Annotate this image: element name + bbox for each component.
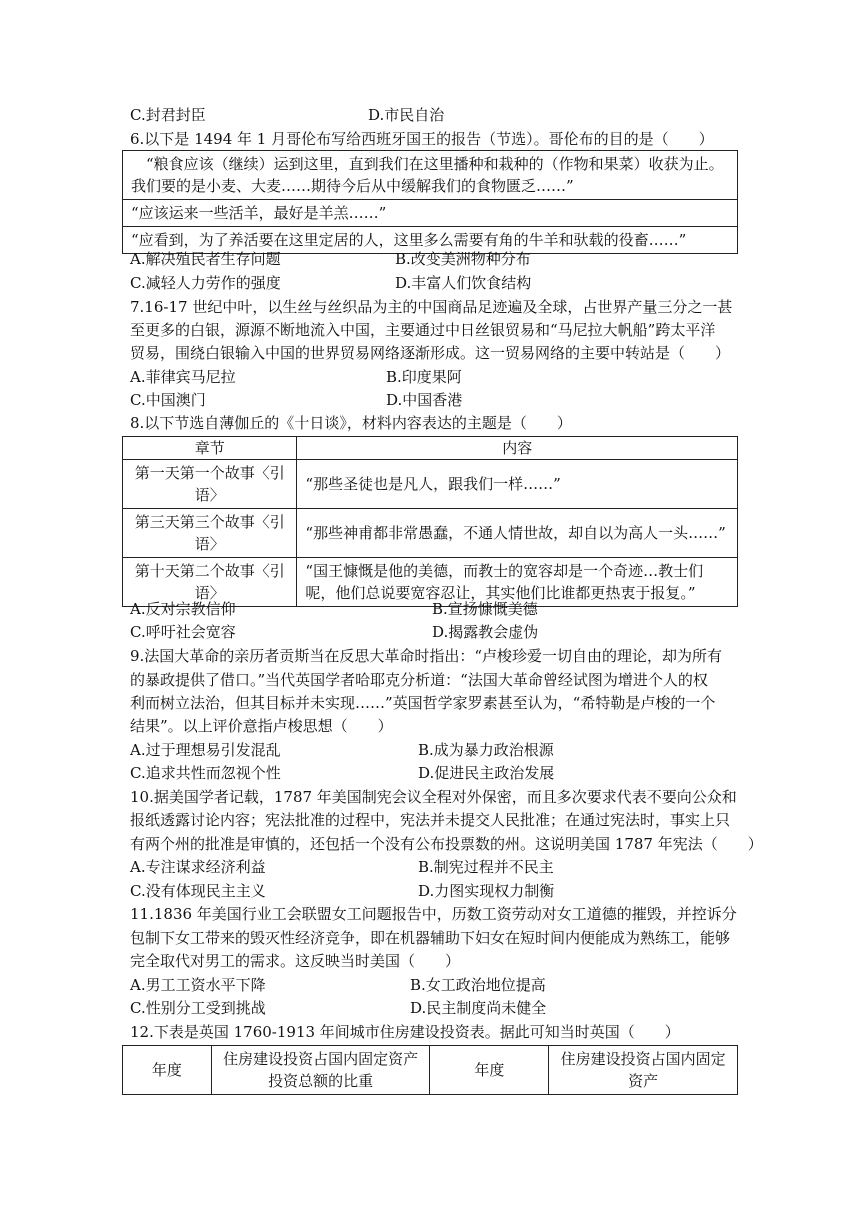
q12-col-year-1: 年度 [123, 1046, 212, 1095]
q7-stem-line-2: 至更多的白银，源源不断地流入中国，主要通过中日丝银贸易和“马尼拉大帆船”跨太平洋 [130, 321, 716, 339]
q6-options-row-1 [130, 248, 740, 270]
q8-option-d[interactable]: D.揭露教会虚伪 [432, 623, 539, 641]
q10-options-row-2 [130, 880, 740, 902]
q5-options-row-2 [130, 104, 740, 126]
q6-option-c[interactable]: C.减轻人力劳作的强度 [130, 274, 281, 292]
q8-row-2-content: “那些神甫都非常愚蠢，不通人情世故，却自以为高人一头……” [297, 509, 738, 558]
q10-stem-line-1: 10.据美国学者记载，1787 年美国制宪会议全程对外保密，而且多次要求代表不要向公众和 [130, 788, 737, 806]
q9-option-b[interactable]: B.成为暴力政治根源 [418, 741, 554, 759]
q8-table-header [123, 437, 738, 460]
q6-quote-1 [123, 151, 738, 200]
q11-options-row-2 [130, 997, 740, 1019]
q9-option-a[interactable]: A.过于理想易引发混乱 [130, 741, 281, 759]
q8-option-a[interactable]: A.反对宗教信仰 [130, 600, 236, 618]
q10-option-b[interactable]: B.制宪过程并不民主 [418, 858, 554, 876]
q11-stem-line-1: 11.1836 年美国行业工会联盟女工问题报告中，历数工资劳动对女工道德的摧毁，并控诉分 [130, 905, 737, 923]
q7-stem-line-1: 7.16-17 世纪中叶，以生丝与丝织品为主的中国商品足迹遍及全球，占世界产量三分之一甚 [130, 298, 733, 316]
q9-option-d[interactable]: D.促进民主政治发展 [418, 764, 555, 782]
q6-quote-table [122, 150, 738, 254]
q10-option-c[interactable]: C.没有体现民主主义 [130, 882, 266, 900]
q6-quote-1-line-2: 我们要的是小麦、大麦……期待今后从中缓解我们的食物匮乏……” [131, 177, 574, 195]
q8-col-content: 内容 [297, 437, 738, 460]
q6-quote-3: “应看到，为了养活要在这里定居的人，这里多么需要有角的牛羊和驮载的役畜……” [123, 227, 738, 254]
q9-stem-line-2: 的暴政提供了借口。”当代英国学者哈耶克分析道：“法国大革命曾经试图为增进个人的权 [130, 671, 708, 689]
q11-option-c[interactable]: C.性别分工受到挑战 [130, 999, 266, 1017]
q10-option-d[interactable]: D.力图实现权力制衡 [418, 882, 555, 900]
q10-option-a[interactable]: A.专注谋求经济利益 [130, 858, 266, 876]
q8-table [122, 436, 738, 607]
q6-option-b[interactable]: B.改变美洲物种分布 [395, 250, 531, 268]
q9-stem-line-3: 利而树立法治，但其目标并未实现……”英国哲学家罗素甚至认为，“希特勒是卢梭的一个 [130, 694, 716, 712]
q11-option-d[interactable]: D.民主制度尚未健全 [410, 999, 547, 1017]
q12-table [122, 1045, 738, 1095]
q6-option-d[interactable]: D.丰富人们饮食结构 [395, 274, 532, 292]
q10-stem-line-3: 有两个州的批准是审慎的，还包括一个没有公布投票数的州。这说明美国 1787 年宪法（ ） [130, 835, 763, 853]
q8-row-3-content: “国王慷慨是他的美德，而教士的宽容却是一个奇迹…教士们呢，他们总说要宽容忍让，其实他们比谁都更热衷于报复。” [297, 558, 738, 607]
q12-col-year-2: 年度 [430, 1046, 549, 1095]
q5-option-d[interactable]: D.市民自治 [368, 106, 445, 124]
q8-options-row-2 [130, 621, 740, 643]
q7-options-row-1 [130, 366, 740, 388]
q8-stem: 8.以下节选自薄伽丘的《十日谈》，材料内容表达的主题是（ ） [130, 414, 572, 432]
q7-options-row-2 [130, 389, 740, 411]
q8-option-c[interactable]: C.呼吁社会宽容 [130, 623, 236, 641]
q7-stem-line-3: 贸易，围绕白银输入中国的世界贸易网络逐渐形成。这一贸易网络的主要中转站是（ ） [130, 344, 731, 362]
q11-option-a[interactable]: A.男工工资水平下降 [130, 976, 266, 994]
q5-option-c[interactable]: C.封君封臣 [130, 106, 206, 124]
q8-row-2-chapter: 第三天第三个故事〈引语〉 [123, 509, 297, 558]
q8-option-b[interactable]: B.宣扬慷慨美德 [432, 600, 538, 618]
q11-stem-line-3: 完全取代对男工的需求。这反映当时美国（ ） [130, 952, 461, 970]
q8-row-1-chapter: 第一天第一个故事〈引语〉 [123, 460, 297, 509]
q7-option-d[interactable]: D.中国香港 [386, 391, 463, 409]
q6-quote-1-line-1: “粮食应该（继续）运到这里，直到我们在这里播种和栽种的（作物和果菜）收获为止。 [131, 155, 724, 173]
q12-table-header [123, 1046, 738, 1095]
table-row [123, 460, 738, 509]
q9-options-row-1 [130, 739, 740, 761]
q6-options-row-2 [130, 272, 740, 294]
q8-options-row-1 [130, 598, 740, 620]
q9-stem-line-1: 9.法国大革命的亲历者贡斯当在反思大革命时指出：“卢梭珍爱一切自由的理论，却为所有 [130, 647, 722, 665]
q9-options-row-2 [130, 762, 740, 784]
q8-col-chapter: 章节 [123, 437, 297, 460]
q9-stem-line-4: 结果”。以上评价意指卢梭思想（ ） [130, 717, 393, 735]
q10-options-row-1 [130, 856, 740, 878]
q11-stem-line-2: 包制下女工带来的毁灭性经济竞争，即在机器辅助下妇女在短时间内便能成为熟练工，能够 [130, 929, 731, 947]
q9-option-c[interactable]: C.追求共性而忽视个性 [130, 764, 281, 782]
q10-stem-line-2: 报纸透露讨论内容；宪法批准的过程中，宪法并未提交人民批准；在通过宪法时，事实上只 [130, 811, 731, 829]
q12-col-ratio-2: 住房建设投资占国内固定资产 [549, 1046, 738, 1095]
q7-option-b[interactable]: B.印度果阿 [386, 368, 462, 386]
q8-row-3-chapter: 第十天第二个故事〈引语〉 [123, 558, 297, 607]
q12-col-ratio-1: 住房建设投资占国内固定资产投资总额的比重 [211, 1046, 430, 1095]
q6-stem: 6.以下是 1494 年 1 月哥伦布写给西班牙国王的报告（节选）。哥伦布的目的是（ ） [130, 130, 714, 148]
q6-option-a[interactable]: A.解决殖民者生存问题 [130, 250, 281, 268]
q7-option-a[interactable]: A.菲律宾马尼拉 [130, 368, 236, 386]
q6-quote-2: “应该运来一些活羊，最好是羊羔……” [123, 200, 738, 227]
q8-row-1-content: “那些圣徒也是凡人，跟我们一样……” [297, 460, 738, 509]
q7-option-c[interactable]: C.中国澳门 [130, 391, 206, 409]
table-row [123, 509, 738, 558]
q11-options-row-1 [130, 974, 740, 996]
q12-stem: 12.下表是英国 1760-1913 年间城市住房建设投资表。据此可知当时英国（ ） [130, 1023, 680, 1041]
q11-option-b[interactable]: B.女工政治地位提高 [410, 976, 546, 994]
